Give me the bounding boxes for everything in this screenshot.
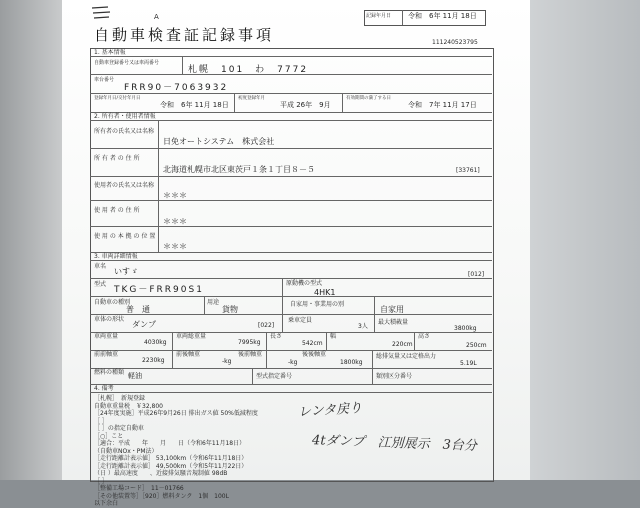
vehicle-type-value: 普 通 — [126, 305, 150, 314]
rear-rear-axle-value: 1800kg — [340, 359, 363, 366]
owner-name-value: 日免オートシステム 株式会社 — [163, 137, 275, 146]
gross-weight-label: 車両総重量 — [176, 333, 207, 340]
max-load-label: 最大積載量 — [378, 319, 409, 326]
note-line: ［ ］ — [94, 477, 108, 485]
width-value: 220cm — [392, 341, 413, 348]
front-rear-axle-label: 前後軸重 — [176, 351, 201, 358]
front-axle-value: 2230kg — [142, 357, 165, 364]
vehicle-weight-label: 車両重量 — [94, 333, 119, 340]
private-use-label: 自家用・事業用の別 — [290, 301, 345, 308]
body-shape-label: 車体の形状 — [94, 316, 125, 323]
vehicle-type-label: 自動車の種別 — [94, 299, 131, 306]
user-address-label: 使 用 者 の 住 所 — [94, 207, 140, 214]
maker-code: [012] — [468, 271, 485, 278]
remarks-notes — [94, 395, 258, 508]
owner-address-value: 北海道札幌市北区東茨戸１条１丁目８－５ — [163, 165, 315, 174]
use-value: 貨物 — [222, 305, 238, 314]
background-wall-right — [530, 0, 640, 480]
expiry-value: 令和 7年 11月 17日 — [408, 101, 477, 109]
maker-value: いすゞ — [114, 267, 138, 276]
rear-front-axle-value: -kg — [288, 359, 298, 366]
capacity-label: 乗車定員 — [288, 317, 313, 324]
front-rear-axle-value: -kg — [222, 358, 232, 365]
rear-front-axle-label: 後前軸重 — [238, 351, 263, 358]
background-wall-left — [0, 0, 62, 480]
note-line: ［その他装置等］［920］燃料タンク 1個 100L — [94, 492, 229, 500]
height-value: 250cm — [466, 342, 487, 349]
model-value: TKG－FRR90S1 — [114, 285, 204, 295]
user-address-value: ＊＊＊ — [163, 217, 187, 226]
chassis-label: 車台番号 — [94, 77, 115, 83]
user-name-value: ＊＊＊ — [163, 191, 187, 200]
length-label: 長さ — [270, 333, 283, 340]
note-line: （日 ）最高速度 、近接排気騒音規制値 98dB — [94, 470, 228, 477]
record-date-value: 令和 6年 11月 18日 — [408, 12, 477, 20]
owner-name-label: 所有者の氏名又は名称 — [94, 128, 155, 135]
user-name-label: 使用者の氏名又は名称 — [94, 182, 155, 189]
displacement-label: 総排気量又は定格出力 — [376, 353, 437, 360]
reg-date-label: 登録年月日/交付年月日 — [94, 96, 141, 101]
plate-value: 札幌 101 わ 7772 — [188, 65, 309, 75]
base-location-value: ＊＊＊ — [163, 242, 187, 251]
maker-label: 車名 — [94, 263, 107, 270]
first-reg-value: 平成 26年 9月 — [280, 101, 331, 109]
handwritten-note-1: レンタ戻り — [297, 400, 363, 421]
note-line: ［ ］ — [94, 417, 108, 425]
section2-label: 2. 所有者・使用者情報 — [94, 113, 156, 120]
document-title: 自動車検査証記録事項 — [94, 26, 275, 44]
vehicle-weight-value: 4030kg — [144, 339, 167, 346]
note-line: ［走行距離計表示値］ 49,500km（令和5年11月22日） — [94, 462, 248, 470]
body-shape-code: [022] — [258, 322, 275, 329]
chassis-value: FRR90－7063932 — [124, 83, 229, 93]
pen-mark — [90, 4, 114, 22]
gross-weight-value: 7995kg — [238, 339, 261, 346]
reg-date-value: 令和 6年 11月 18日 — [160, 101, 229, 109]
top-letter: A — [154, 13, 159, 21]
length-value: 542cm — [302, 340, 323, 347]
private-use-value: 自家用 — [380, 305, 404, 314]
front-axle-label: 前前軸重 — [94, 351, 119, 358]
record-date-label: 記録年月日 — [366, 13, 392, 19]
body-shape-value: ダンプ — [132, 320, 157, 329]
engine-label: 原動機の型式 — [286, 280, 323, 287]
category-label: 類別区分番号 — [376, 373, 413, 380]
note-line: 以下余白 — [94, 500, 119, 507]
handwritten-note-2: 4tダンプ 江別展示 3台分 — [311, 433, 478, 454]
plate-label: 自動車登録番号又は車両番号 — [94, 60, 160, 66]
width-label: 幅 — [330, 333, 337, 340]
fuel-label: 燃料の種類 — [94, 369, 125, 376]
engine-value: 4HK1 — [314, 288, 336, 297]
note-line: ［24年度実施］平成26年9月26日 排出ガス値 50%低減程度 — [94, 410, 258, 417]
expiry-label: 有効期間の満了する日 — [346, 96, 391, 101]
model-label: 型式 — [94, 281, 107, 288]
note-line: ［ ］の指定自動車 — [94, 425, 144, 432]
base-location-label: 使 用 の 本 拠 の 位 置 — [94, 233, 156, 240]
note-line: ［札幌］ 新規登録 — [94, 395, 146, 402]
capacity-value: 3人 — [358, 323, 368, 330]
note-line: ［走行距離計表示値］ 53,100km（令和6年11月18日） — [94, 455, 248, 462]
note-line: 自動車重量税 ￥32,800 — [94, 402, 163, 410]
designation-label: 型式指定番号 — [256, 373, 293, 380]
inspection-certificate-document — [62, 0, 530, 507]
owner-address-code: [33761] — [456, 167, 480, 174]
note-line: ［適合：平成 年 月 日（令和6年11月18日） — [94, 440, 246, 447]
first-reg-label: 初度登録年月 — [238, 96, 265, 101]
note-line: （自動車NOx・PM法） — [94, 447, 158, 455]
note-line: ［整備工場コード］ 11－01766 — [94, 485, 184, 492]
displacement-value: 5.19L — [460, 360, 477, 367]
section1-label: 1. 基本情報 — [94, 49, 126, 56]
document-number: 111240523795 — [432, 39, 478, 46]
max-load-value: 3800kg — [454, 325, 477, 332]
owner-address-label: 所 有 者 の 住 所 — [94, 155, 140, 162]
section3-label: 3. 車両詳細情報 — [94, 253, 138, 260]
note-line: ［○］こと — [94, 432, 124, 440]
use-label: 用途 — [207, 299, 220, 306]
rear-rear-axle-label: 後後軸重 — [302, 351, 327, 358]
height-label: 高さ — [418, 333, 431, 340]
section4-label: 4. 備考 — [94, 385, 114, 392]
fuel-value: 軽油 — [128, 372, 142, 380]
